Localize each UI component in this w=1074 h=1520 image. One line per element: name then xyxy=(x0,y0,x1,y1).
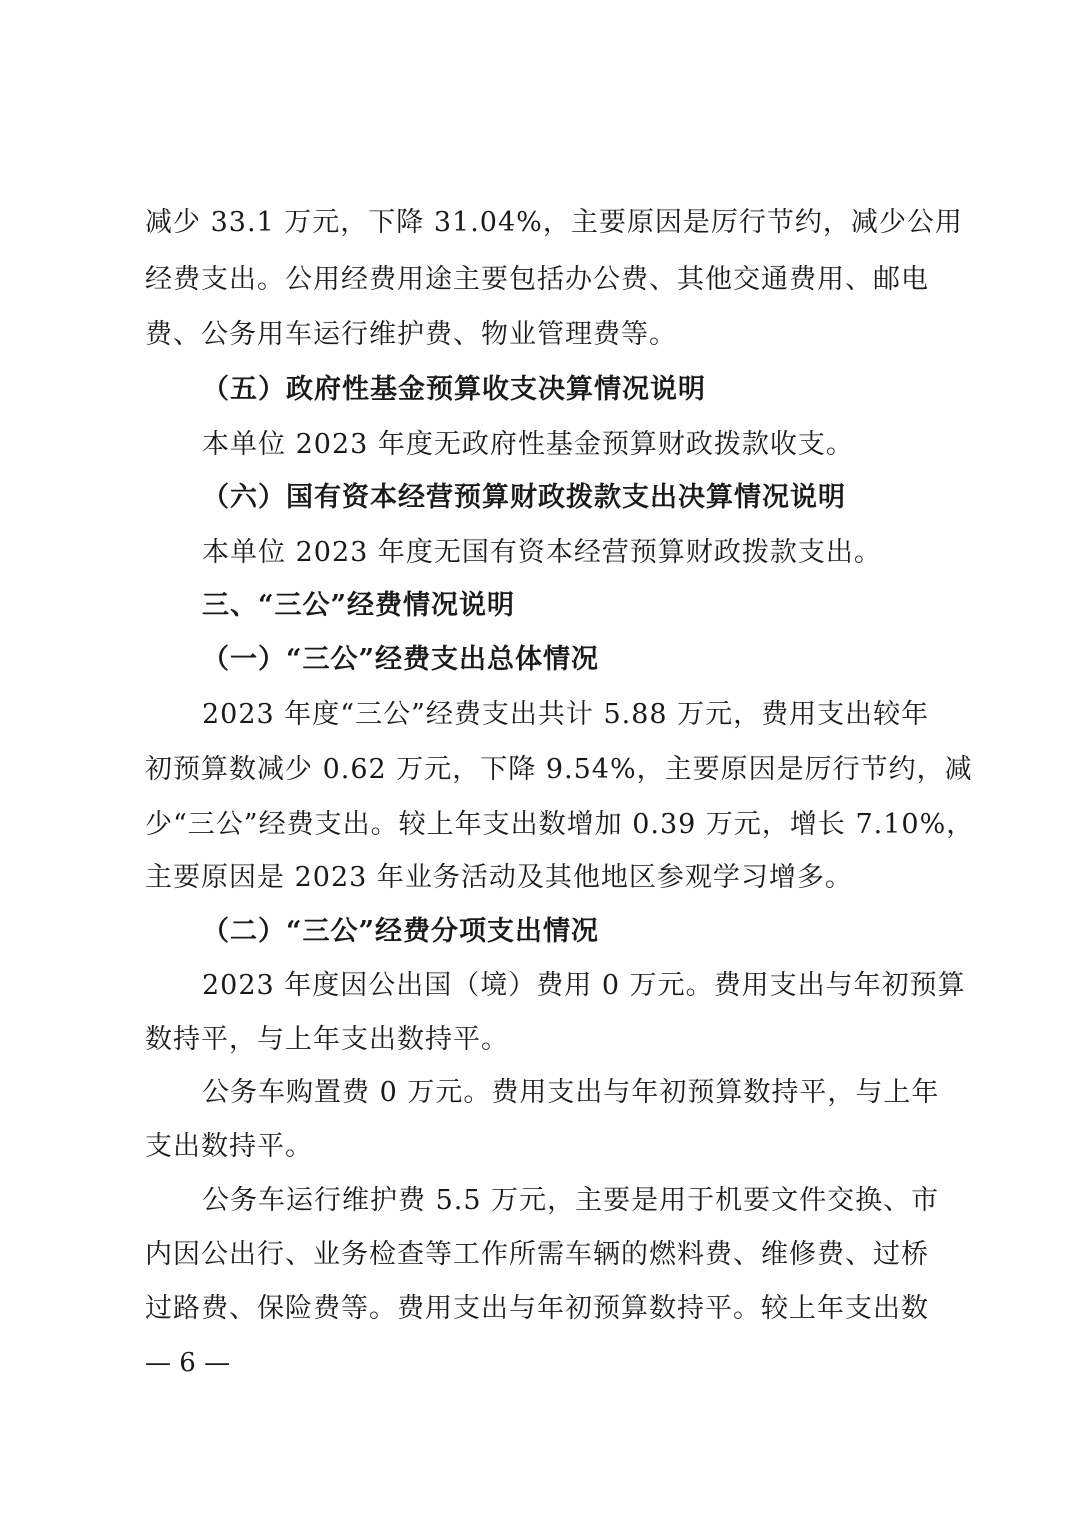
section-heading-5: （五）政府性基金预算收支决算情况说明 xyxy=(202,374,706,405)
paragraph-line: 公务车购置费 0 万元。费用支出与年初预算数持平，与上年 xyxy=(202,1077,940,1108)
paragraph-line: 主要原因是 2023 年业务活动及其他地区参观学习增多。 xyxy=(145,862,853,893)
section-heading-6: （六）国有资本经营预算财政拨款支出决算情况说明 xyxy=(202,482,846,513)
paragraph-line: 公务车运行维护费 5.5 万元，主要是用于机要文件交换、市 xyxy=(202,1185,940,1216)
paragraph-line: 本单位 2023 年度无政府性基金预算财政拨款收支。 xyxy=(202,429,854,460)
section-heading-1: （一）“三公”经费支出总体情况 xyxy=(202,644,600,675)
paragraph-line: 少“三公”经费支出。较上年支出数增加 0.39 万元，增长 7.10%， xyxy=(145,809,975,840)
paragraph-line: 本单位 2023 年度无国有资本经营预算财政拨款支出。 xyxy=(202,537,882,568)
paragraph-line: 支出数持平。 xyxy=(145,1131,313,1162)
paragraph-line: 减少 33.1 万元，下降 31.04%，主要原因是厉行节约，减少公用 xyxy=(145,207,963,238)
paragraph-line: 2023 年度“三公”经费支出共计 5.88 万元，费用支出较年 xyxy=(202,699,930,730)
paragraph-line: 数持平，与上年支出数持平。 xyxy=(145,1024,509,1055)
paragraph-line: 初预算数减少 0.62 万元，下降 9.54%，主要原因是厉行节约，减 xyxy=(145,754,973,785)
section-heading-2: （二）“三公”经费分项支出情况 xyxy=(202,916,600,947)
paragraph-line: 过路费、保险费等。费用支出与年初预算数持平。较上年支出数 xyxy=(145,1293,929,1324)
paragraph-line: 经费支出。公用经费用途主要包括办公费、其他交通费用、邮电 xyxy=(145,264,929,295)
paragraph-line: 2023 年度因公出国（境）费用 0 万元。费用支出与年初预算 xyxy=(202,970,966,1001)
page-number: — 6 — xyxy=(145,1348,231,1378)
paragraph-line: 内因公出行、业务检查等工作所需车辆的燃料费、维修费、过桥 xyxy=(145,1239,929,1270)
paragraph-line: 费、公务用车运行维护费、物业管理费等。 xyxy=(145,319,677,350)
chapter-heading-3: 三、“三公”经费情况说明 xyxy=(202,590,516,621)
